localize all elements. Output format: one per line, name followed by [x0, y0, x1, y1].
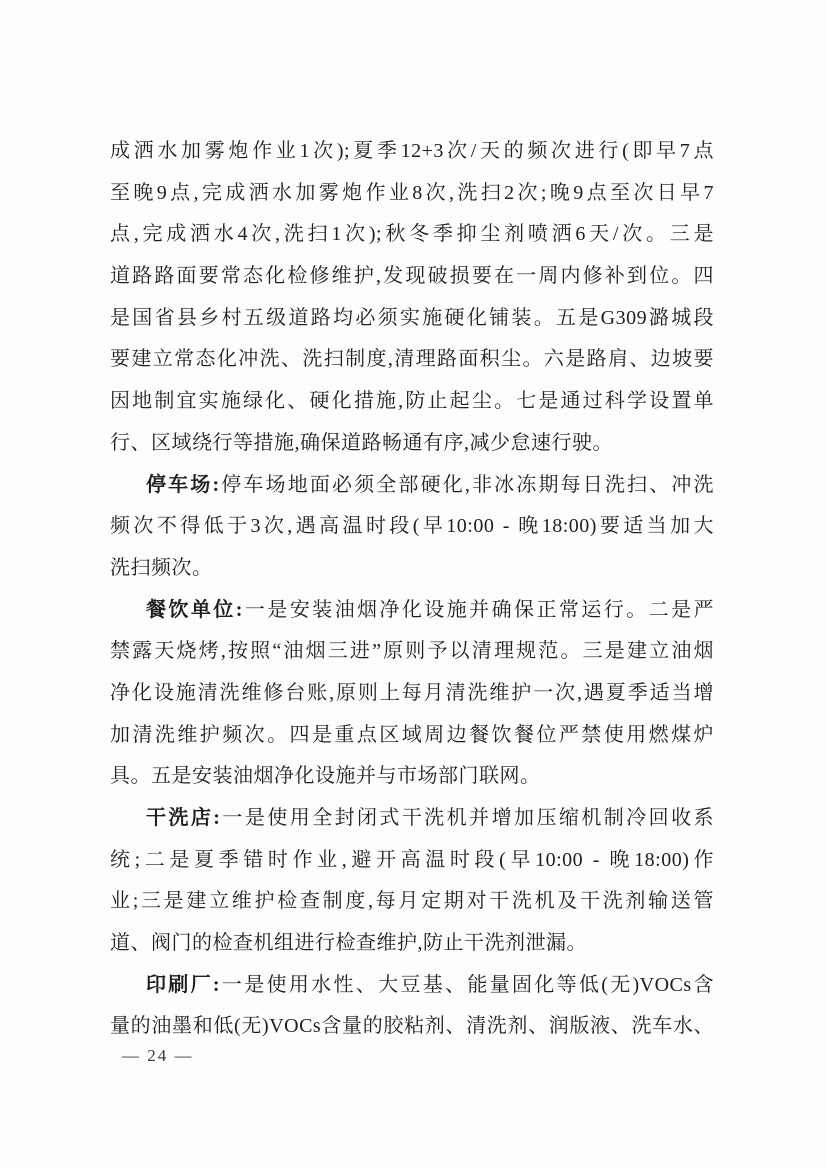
- text-line: [110, 381, 714, 423]
- line-text: 是国省县乡村五级道路均必须实施硬化铺装。五是G309潞城段: [110, 306, 714, 329]
- text-line: [110, 173, 714, 215]
- line-text: 一是使用水性、大豆基、能量固化等低(无)VOCs含: [220, 973, 714, 996]
- text-line: [110, 298, 714, 340]
- paragraph-lead-line: [110, 965, 714, 1007]
- paragraph-lead: 干洗店:: [146, 807, 221, 829]
- text-line: [110, 339, 714, 381]
- paragraph-dry-cleaners: [110, 798, 714, 965]
- text-line: [110, 256, 714, 298]
- text-line: [110, 131, 714, 173]
- line-text: 成洒水加雾炮作业1次);夏季12+3次/天的频次进行(即早7点: [110, 140, 714, 162]
- paragraph-lead: 印刷厂:: [146, 973, 221, 996]
- text-line: [110, 881, 714, 923]
- line-text: 频次不得低于3次,遇高温时段(早10:00 - 晚18:00)要适当加大: [110, 515, 714, 538]
- line-text: 至晚9点,完成洒水加雾炮作业8次,洗扫2次;晚9点至次日早7: [110, 181, 714, 204]
- text-line: [110, 506, 714, 548]
- line-text: 行、区域绕行等措施,确保道路畅通有序,减少怠速行驶。: [110, 431, 613, 454]
- text-line: [110, 923, 714, 965]
- line-text: 一是安装油烟净化设施并确保正常运行。二是严: [242, 598, 714, 621]
- line-text: 点,完成洒水4次,洗扫1次);秋冬季抑尘剂喷洒6天/次。三是: [110, 223, 714, 246]
- text-line: [110, 673, 714, 715]
- paragraph-lead-line: [110, 590, 714, 632]
- text-line: [110, 1006, 714, 1048]
- paragraph-printing-plants: [110, 965, 714, 1048]
- paragraph-lead-line: [110, 465, 714, 507]
- text-line: [110, 756, 714, 798]
- paragraph-lead-line: [110, 798, 714, 840]
- line-text: 要建立常态化冲洗、洗扫制度,清理路面积尘。六是路肩、边坡要: [110, 348, 714, 371]
- paragraph-lead: 停车场:: [146, 473, 220, 496]
- text-line: [110, 548, 714, 590]
- paragraph-lead: 餐饮单位:: [146, 598, 243, 621]
- text-block: [110, 131, 714, 1048]
- text-line: [110, 840, 714, 882]
- line-text: 因地制宜实施绿化、硬化措施,防止起尘。七是通过科学设置单: [110, 390, 714, 413]
- line-text: 具。五是安装油烟净化设施并与市场部门联网。: [110, 765, 541, 788]
- line-text: 业;三是建立维护检查制度,每月定期对干洗机及干洗剂输送管: [110, 890, 714, 913]
- line-text: 道、阀门的检查机组进行检查维护,防止干洗剂泄漏。: [110, 932, 587, 955]
- line-text: 洗扫频次。: [110, 556, 213, 579]
- line-text: 统;二是夏季错时作业,避开高温时段(早10:00 - 晚18:00)作: [110, 848, 714, 871]
- page-footer: [122, 1046, 194, 1066]
- text-line: [110, 715, 714, 757]
- line-text: 禁露天烧烤,按照“油烟三进”原则予以清理规范。三是建立油烟: [110, 640, 714, 663]
- line-text: 加清洗维护频次。四是重点区域周边餐饮餐位严禁使用燃煤炉: [110, 723, 714, 746]
- text-line: [110, 214, 714, 256]
- page-number-label: — 24 —: [122, 1046, 194, 1065]
- line-text: 净化设施清洗维修台账,原则上每月清洗维护一次,遇夏季适当增: [110, 681, 714, 704]
- line-text: 一是使用全封闭式干洗机并增加压缩机制冷回收系: [220, 807, 714, 829]
- paragraph-catering-units: [110, 590, 714, 798]
- line-text: 停车场地面必须全部硬化,非冰冻期每日洗扫、冲洗: [219, 473, 714, 496]
- text-line: [110, 631, 714, 673]
- paragraph-parking-lot: [110, 465, 714, 590]
- text-line: [110, 423, 714, 465]
- line-text: 量的油墨和低(无)VOCs含量的胶粘剂、清洗剂、润版液、洗车水、: [110, 1015, 714, 1038]
- line-text: 道路路面要常态化检修维护,发现破损要在一周内修补到位。四: [110, 265, 714, 288]
- paragraph-road-continuation: [110, 131, 714, 465]
